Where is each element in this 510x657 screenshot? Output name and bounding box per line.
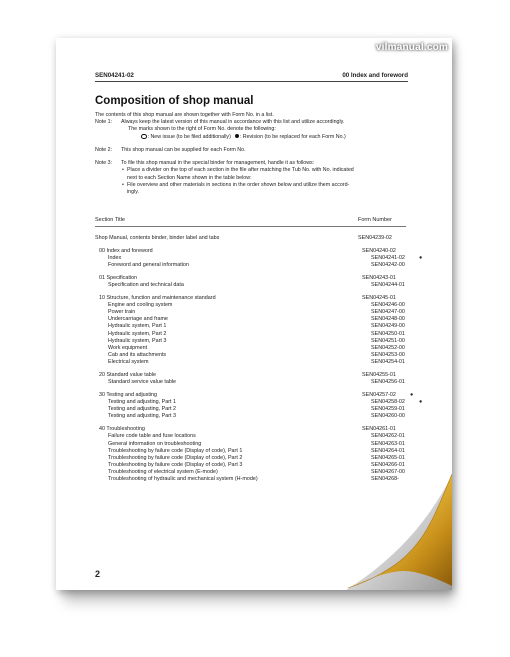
section-title: Testing and adjusting, Part 1 <box>108 399 177 406</box>
section-title: Testing and adjusting, Part 3 <box>108 413 177 420</box>
section-title: Hydraulic system, Part 2 <box>108 330 167 337</box>
header-rule <box>95 226 406 227</box>
section-title: Index <box>108 254 122 261</box>
section-title: Troubleshooting by failure code (Display of code), Part 1 <box>108 447 243 454</box>
revision-mark <box>410 295 418 302</box>
section-title: Troubleshooting by failure code (Display of code), Part 2 <box>108 454 243 461</box>
bullet-icon: • <box>122 181 124 188</box>
table-row <box>95 462 415 469</box>
section-title: Troubleshooting of electrical system (E-mode) <box>108 469 218 476</box>
section-title: Engine and cooling system <box>108 301 173 308</box>
revision-mark <box>419 302 427 309</box>
table-row <box>95 441 415 448</box>
revision-mark <box>410 426 418 433</box>
section-title: Standard service value table <box>108 379 177 386</box>
mark-revision-label: Revision (to be replaced for each Form No.) <box>242 133 346 140</box>
table-row <box>95 338 415 345</box>
section-title: Undercarriage and frame <box>108 316 168 323</box>
revision-mark <box>410 248 418 255</box>
form-number: SEN04245-01 <box>362 294 396 301</box>
revision-mark <box>419 379 427 386</box>
note-text: This shop manual can be supplied for each Form No. <box>121 146 246 153</box>
section-table <box>95 235 423 484</box>
table-row <box>95 352 415 359</box>
table-row <box>95 316 415 323</box>
table-row <box>95 275 415 282</box>
revision-mark <box>419 345 427 352</box>
section-title: 10 Structure, function and maintenance standard <box>99 294 216 301</box>
table-row <box>95 282 415 289</box>
revision-mark: ● <box>419 254 423 261</box>
revision-mark <box>419 323 427 330</box>
section-title: Cab and its attachments <box>108 352 167 359</box>
bullet-2 <box>95 182 415 189</box>
table-row <box>95 448 415 455</box>
form-number: SEN04249-00 <box>371 323 405 330</box>
table-row <box>95 413 415 420</box>
note-1-line-2: The marks shown to the right of Form No. denote the following: <box>128 126 276 133</box>
section-title: Failure code table and fuse locations <box>108 433 196 440</box>
form-number: SEN04266-01 <box>371 462 405 469</box>
note-label: Note 3: <box>95 160 113 167</box>
revision-mark: ● <box>419 399 423 406</box>
form-number: SEN04258-02 <box>371 399 405 406</box>
revision-mark <box>419 338 427 345</box>
revision-mark <box>419 352 427 359</box>
form-number: SEN04244-01 <box>371 281 405 288</box>
mark-legend: : New issue (to be filed additionally) : Revision (to be replaced for each Form No.) <box>95 134 415 141</box>
intro-line: The contents of this shop manual are shown together with Form No. in a list. <box>95 112 274 118</box>
form-number: SEN04261-01 <box>362 426 396 433</box>
section-title: Testing and adjusting, Part 2 <box>108 406 177 413</box>
bullet-icon: • <box>122 167 124 174</box>
doc-id: SEN04241-02 <box>95 72 134 79</box>
table-row <box>95 323 415 330</box>
page-number: 2 <box>95 569 101 579</box>
form-number: SEN04264-01 <box>371 447 405 454</box>
bullet-text: Place a divider on the top of each section in the file after matching the Tub No. with No. indicated <box>127 167 354 174</box>
bullet-1-cont: next to each Section Name shown in the table below: <box>127 174 252 181</box>
revision-mark <box>419 413 427 420</box>
section-title: Power train <box>108 309 136 315</box>
form-number: SEN04260-00 <box>371 413 405 420</box>
mark-new-label: New issue (to be filed additionally) <box>150 133 231 140</box>
section-title: Foreword and general information <box>108 262 189 269</box>
table-row <box>95 372 415 379</box>
form-number: SEN04256-01 <box>371 379 405 386</box>
revision-mark <box>419 448 427 455</box>
section-title: Electrical system <box>108 359 149 366</box>
watermark: vilmanual.com <box>375 42 448 53</box>
section-title: Work equipment <box>108 344 148 351</box>
note-label: Note 2: <box>95 146 113 153</box>
section-title: Shop Manual, contents binder, binder label and tabs <box>95 235 220 241</box>
table-row <box>95 295 415 302</box>
section-title: Troubleshooting of hydraulic and mechanical system (H-mode) <box>108 476 258 483</box>
form-number: SEN04243-01 <box>362 274 396 281</box>
note-2 <box>95 147 415 154</box>
form-number: SEN04252-00 <box>371 344 405 351</box>
section-title: 40 Troubleshooting <box>99 426 145 433</box>
form-number: SEN04251-00 <box>371 337 405 344</box>
col-section-title: Section Title <box>95 217 125 223</box>
table-row <box>95 331 415 338</box>
section-title: 00 Index and foreword <box>99 247 153 254</box>
page-header <box>95 72 408 82</box>
section-title: General information on troubleshooting <box>108 440 202 447</box>
section-title: 30 Testing and adjusting <box>99 391 158 398</box>
revision-mark: ● <box>410 391 414 398</box>
revision-mark <box>410 372 418 379</box>
revision-mark <box>419 359 427 366</box>
revision-mark <box>419 262 427 269</box>
revision-mark <box>406 235 414 242</box>
note-text: Always keep the latest version of this manual in accordance with this list and utilize accordingly. <box>121 119 345 126</box>
form-number: SEN04265-01 <box>371 454 405 461</box>
table-row <box>95 235 415 242</box>
bullet-text: File overview and other materials in sections in the order shown below and utilize them accord- <box>127 181 350 188</box>
section-title: Troubleshooting by failure code (Display of code), Part 3 <box>108 462 243 469</box>
form-number: SEN04259-01 <box>371 406 405 413</box>
note-3 <box>95 160 415 167</box>
revision-mark <box>419 316 427 323</box>
form-number: SEN04255-01 <box>362 372 396 378</box>
table-row <box>95 433 415 440</box>
revision-mark <box>419 406 427 413</box>
form-number: SEN04239-02 <box>358 235 392 241</box>
table-row <box>95 406 415 413</box>
page-title: Composition of shop manual <box>95 95 254 107</box>
note-text: To file this shop manual in the special binder for management, handle it as follows: <box>121 160 315 167</box>
form-number: SEN04253-00 <box>371 352 405 359</box>
revision-mark <box>419 282 427 289</box>
bullet-2-cont: ingly. <box>127 188 139 195</box>
revision-mark <box>419 462 427 469</box>
table-row <box>95 399 423 406</box>
table-row <box>95 359 415 366</box>
section-title: 20 Standard value table <box>99 372 156 378</box>
section-title: Hydraulic system, Part 3 <box>108 337 167 344</box>
table-row <box>95 302 415 309</box>
revision-mark <box>419 441 427 448</box>
form-number: SEN04241-02 <box>371 254 405 261</box>
page-curl-icon <box>336 472 452 590</box>
note-1 <box>95 119 415 126</box>
table-row <box>95 426 415 433</box>
revision-mark <box>419 309 427 316</box>
table-row <box>95 379 415 386</box>
revision-mark <box>410 275 418 282</box>
note-label: Note 1: <box>95 119 113 126</box>
form-number: SEN04263-01 <box>371 440 405 447</box>
form-number: SEN04240-02 <box>362 247 396 254</box>
table-header <box>95 217 406 223</box>
form-number: SEN04262-01 <box>371 433 405 440</box>
col-form-number: Form Number <box>358 217 392 223</box>
form-number: SEN04257-02 <box>362 391 396 398</box>
section-title: 01 Specification <box>99 274 138 281</box>
section-name: 00 Index and foreword <box>342 72 408 79</box>
table-row <box>95 254 423 262</box>
form-number: SEN04246-00 <box>371 301 405 308</box>
table-row <box>95 262 415 269</box>
form-number: SEN04242-00 <box>371 262 405 269</box>
table-row <box>95 392 415 399</box>
revision-mark <box>419 433 427 440</box>
bullet-1 <box>95 167 415 174</box>
form-number: SEN04248-00 <box>371 316 405 323</box>
manual-page <box>56 38 452 590</box>
section-title: Hydraulic system, Part 1 <box>108 323 167 330</box>
table-row <box>95 248 415 255</box>
form-number: SEN04268- <box>371 476 399 483</box>
form-number: SEN04250-01 <box>371 330 405 337</box>
form-number: SEN04267-00 <box>371 469 405 476</box>
form-number: SEN04254-01 <box>371 359 405 366</box>
revision-mark-icon <box>235 134 239 138</box>
form-number: SEN04247-00 <box>371 309 405 315</box>
table-row <box>95 455 415 462</box>
intro-notes <box>95 112 415 196</box>
revision-mark <box>419 331 427 338</box>
table-row <box>95 345 415 352</box>
section-title: Specification and technical data <box>108 281 184 288</box>
new-issue-mark-icon <box>141 134 147 140</box>
table-row <box>95 309 415 316</box>
revision-mark <box>419 455 427 462</box>
